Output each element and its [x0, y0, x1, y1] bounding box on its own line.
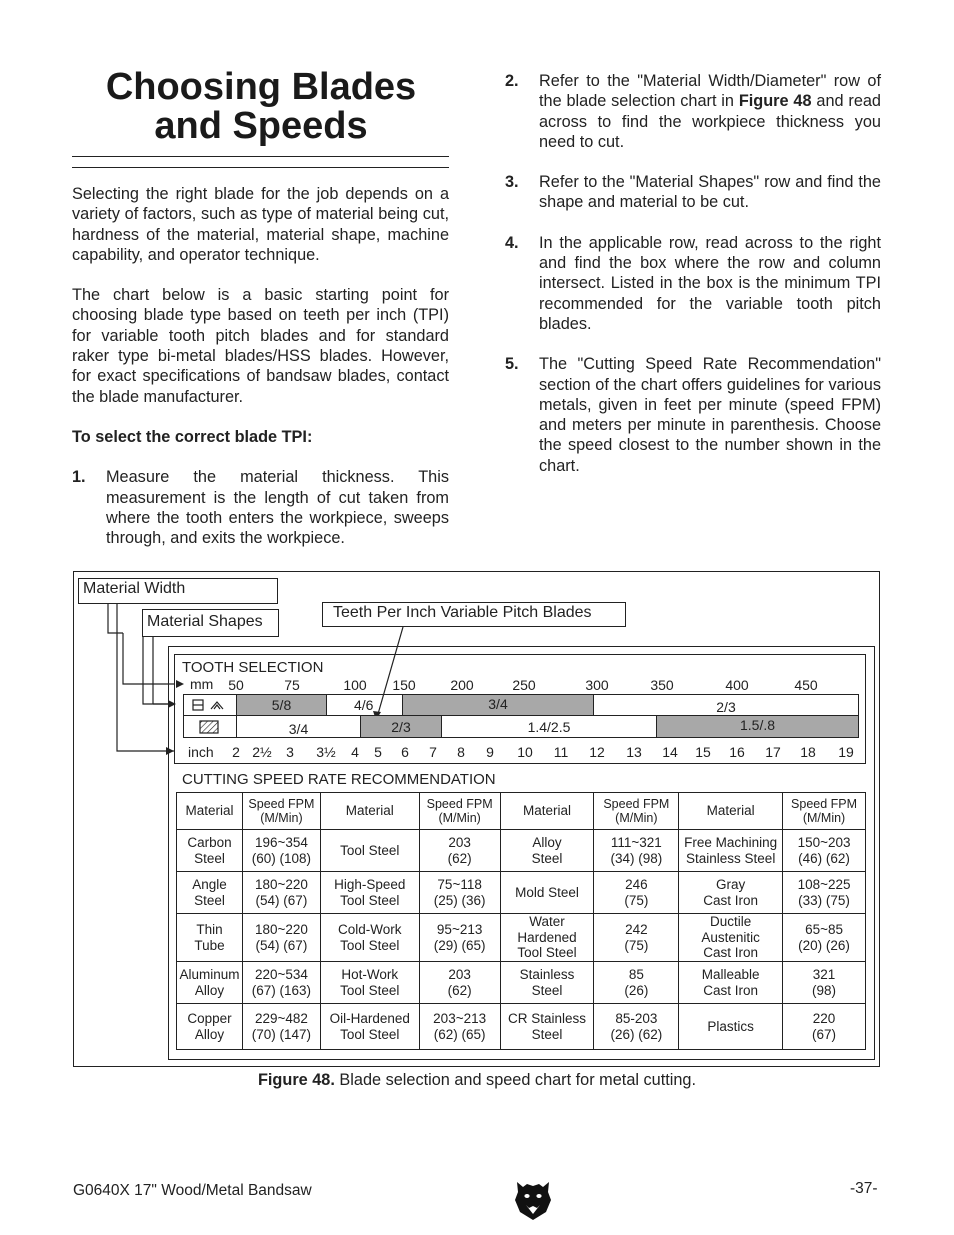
- blade-shape-icon: [191, 698, 229, 712]
- material-cell: Stainless Steel: [500, 962, 594, 1004]
- hatched-material-icon: [198, 719, 222, 735]
- speed-cell: 180~220 (54) (67): [242, 914, 320, 962]
- intro-paragraph-1: Selecting the right blade for the job depends on a variety of factors, such as type of material being cut, hardness of the material, material shape, machine capability, and operator technique.: [72, 185, 449, 264]
- segment-2-3-b: 2/3: [360, 716, 442, 737]
- speed-row: [177, 1004, 866, 1050]
- speed-cell: 220~534 (67) (163): [242, 962, 320, 1004]
- header-material: Material: [177, 793, 243, 830]
- mm-tick: 450: [794, 677, 818, 693]
- mm-tick: 400: [725, 677, 749, 693]
- speed-header-row: [177, 793, 866, 830]
- speed-cell: 111~321 (34) (98): [594, 830, 679, 872]
- step-number: 1.: [72, 468, 86, 487]
- inch-tick: 12: [589, 744, 605, 760]
- speed-cell: 203 (62): [419, 830, 500, 872]
- material-cell: Thin Tube: [177, 914, 243, 962]
- inch-tick: 19: [838, 744, 854, 760]
- inch-tick: 18: [800, 744, 816, 760]
- speed-cell: 203 (62): [419, 962, 500, 1004]
- speed-cell: 150~203 (46) (62): [783, 830, 866, 872]
- material-cell: Free Machining Stainless Steel: [679, 830, 783, 872]
- footer-model: G0640X 17" Wood/Metal Bandsaw: [73, 1182, 312, 1199]
- header-material: Material: [320, 793, 419, 830]
- mm-tick: 150: [392, 677, 416, 693]
- segment-3-4: 3/4: [403, 695, 594, 715]
- mm-tick: 50: [228, 677, 244, 693]
- speed-cell: 229~482 (70) (147): [242, 1004, 320, 1050]
- speed-row: [177, 962, 866, 1004]
- step-text: Refer to the "Material Width/Diameter" row of the blade selection chart in Figure 48 and read across to find the workpiece thickness you need to cut.: [539, 72, 881, 151]
- inch-tick: 17: [765, 744, 781, 760]
- material-cell: Aluminum Alloy: [177, 962, 243, 1004]
- inch-tick: 7: [429, 744, 437, 760]
- material-cell: CR Stainless Steel: [500, 1004, 594, 1050]
- material-cell: Mold Steel: [500, 872, 594, 914]
- inch-tick: 10: [517, 744, 533, 760]
- inch-tick: 2: [232, 744, 240, 760]
- label-material-shapes: Material Shapes: [142, 609, 279, 637]
- header-material: Material: [679, 793, 783, 830]
- inch-tick: 13: [626, 744, 642, 760]
- intro-paragraph-2: The chart below is a basic starting point for choosing blade type based on teeth per inch (TPI) for variable tooth pitch blades and for standard raker type bi-metal blades/HSS blades. However, for exact specifications of bandsaw blades, contact the blade manufacturer.: [72, 286, 449, 406]
- header-speed: Speed FPM (M/Min): [419, 793, 500, 830]
- step-number: 4.: [505, 233, 519, 252]
- segment-2-3: 2/3: [716, 699, 736, 715]
- segment-3-4-b: 3/4: [288, 721, 309, 737]
- material-cell: Carbon Steel: [177, 830, 243, 872]
- title-line-2: and Speeds: [154, 105, 368, 147]
- step-number: 3.: [505, 173, 519, 192]
- hatched-icon-cell: [184, 716, 237, 737]
- shape-row-1: [183, 694, 859, 716]
- shape-icon-cell: [184, 695, 237, 715]
- subheading: To select the correct blade TPI:: [72, 427, 313, 446]
- speed-cell: 65~85 (20) (26): [783, 914, 866, 962]
- title-line-1: Choosing Blades: [105, 66, 417, 108]
- speed-row: [177, 914, 866, 962]
- speed-cell: 196~354 (60) (108): [242, 830, 320, 872]
- step-number: 5.: [505, 355, 519, 374]
- label-tpi: Teeth Per Inch Variable Pitch Blades: [322, 602, 626, 627]
- label-material-width: Material Width: [78, 578, 278, 604]
- speed-cell: 321 (98): [783, 962, 866, 1004]
- inch-tick: 16: [729, 744, 745, 760]
- speed-cell: 108~225 (33) (75): [783, 872, 866, 914]
- speed-row: [177, 830, 866, 872]
- header-speed: Speed FPM (M/Min): [594, 793, 679, 830]
- segment-5-8: 5/8: [237, 695, 327, 715]
- material-cell: Alloy Steel: [500, 830, 594, 872]
- inch-tick: 2½: [252, 744, 272, 760]
- mm-label: mm: [190, 676, 214, 692]
- speed-cell: 95~213 (29) (65): [419, 914, 500, 962]
- mm-tick: 200: [450, 677, 474, 693]
- speed-row: [177, 872, 866, 914]
- material-cell: Ductile Austenitic Cast Iron: [679, 914, 783, 962]
- material-cell: Oil-Hardened Tool Steel: [320, 1004, 419, 1050]
- material-cell: Plastics: [679, 1004, 783, 1050]
- speed-table: [176, 792, 866, 1050]
- inch-tick: 5: [374, 744, 382, 760]
- material-cell: Malleable Cast Iron: [679, 962, 783, 1004]
- step-number: 2.: [505, 72, 519, 90]
- inch-tick: 3½: [316, 744, 336, 760]
- header-speed: Speed FPM (M/Min): [783, 793, 866, 830]
- speed-cell: 180~220 (54) (67): [242, 872, 320, 914]
- inch-tick: 11: [553, 744, 569, 760]
- material-cell: Cold-Work Tool Steel: [320, 914, 419, 962]
- segment-4-6: 4/6: [327, 695, 403, 715]
- mm-tick: 350: [650, 677, 674, 693]
- step-text: Refer to the "Material Shapes" row and find the shape and material to be cut.: [539, 173, 881, 212]
- header-material: Material: [500, 793, 594, 830]
- material-cell: Copper Alloy: [177, 1004, 243, 1050]
- mm-tick: 300: [585, 677, 609, 693]
- material-cell: Tool Steel: [320, 830, 419, 872]
- material-cell: Angle Steel: [177, 872, 243, 914]
- tooth-selection-heading: TOOTH SELECTION: [182, 659, 324, 676]
- inch-tick: 6: [401, 744, 409, 760]
- inch-tick: 3: [286, 744, 294, 760]
- speed-cell: 85 (26): [594, 962, 679, 1004]
- mm-tick: 100: [343, 677, 367, 693]
- figure-reference: Figure 48: [738, 92, 812, 111]
- speed-cell: 85-203 (26) (62): [594, 1004, 679, 1050]
- inch-tick: 14: [662, 744, 678, 760]
- segment-1-5-8: 1.5/.8: [657, 716, 858, 737]
- figure-caption: Figure 48. Blade selection and speed chart for metal cutting.: [257, 1071, 697, 1089]
- material-cell: Hot-Work Tool Steel: [320, 962, 419, 1004]
- mm-tick: 75: [284, 677, 300, 693]
- speed-cell: 203~213 (62) (65): [419, 1004, 500, 1050]
- inch-label: inch: [188, 744, 214, 760]
- inch-tick: 15: [695, 744, 711, 760]
- shape-row-2: [183, 715, 859, 738]
- speed-cell: 75~118 (25) (36): [419, 872, 500, 914]
- speed-cell: 220 (67): [783, 1004, 866, 1050]
- speed-heading: CUTTING SPEED RATE RECOMMENDATION: [182, 771, 496, 788]
- bear-logo-icon: [513, 1178, 553, 1222]
- step-text: Measure the material thickness. This measurement is the length of cut taken from where the tooth enters the workpiece, sweeps through, and exits the workpiece.: [106, 468, 449, 548]
- footer-page-number: -37-: [850, 1180, 878, 1197]
- segment-1-4-2-5: 1.4/2.5: [442, 716, 657, 737]
- inch-tick: 9: [486, 744, 494, 760]
- material-cell: High-Speed Tool Steel: [320, 872, 419, 914]
- step-text: In the applicable row, read across to the right and find the box where the row and column intersect. Listed in the box is the minimum TPI recommended for the variable tooth pitch blades.: [539, 233, 881, 333]
- step-text: The "Cutting Speed Rate Recommendation" section of the chart offers guidelines for various metals, given in feet per minute (speed FPM) and meters per minute in parenthesis. Choose the speed closest to the number shown in the chart.: [539, 355, 881, 475]
- material-cell: Gray Cast Iron: [679, 872, 783, 914]
- speed-cell: 242 (75): [594, 914, 679, 962]
- inch-tick: 8: [457, 744, 465, 760]
- header-speed: Speed FPM (M/Min): [242, 793, 320, 830]
- mm-tick: 250: [512, 677, 536, 693]
- speed-cell: 246 (75): [594, 872, 679, 914]
- inch-tick: 4: [351, 744, 359, 760]
- material-cell: Water Hardened Tool Steel: [500, 914, 594, 962]
